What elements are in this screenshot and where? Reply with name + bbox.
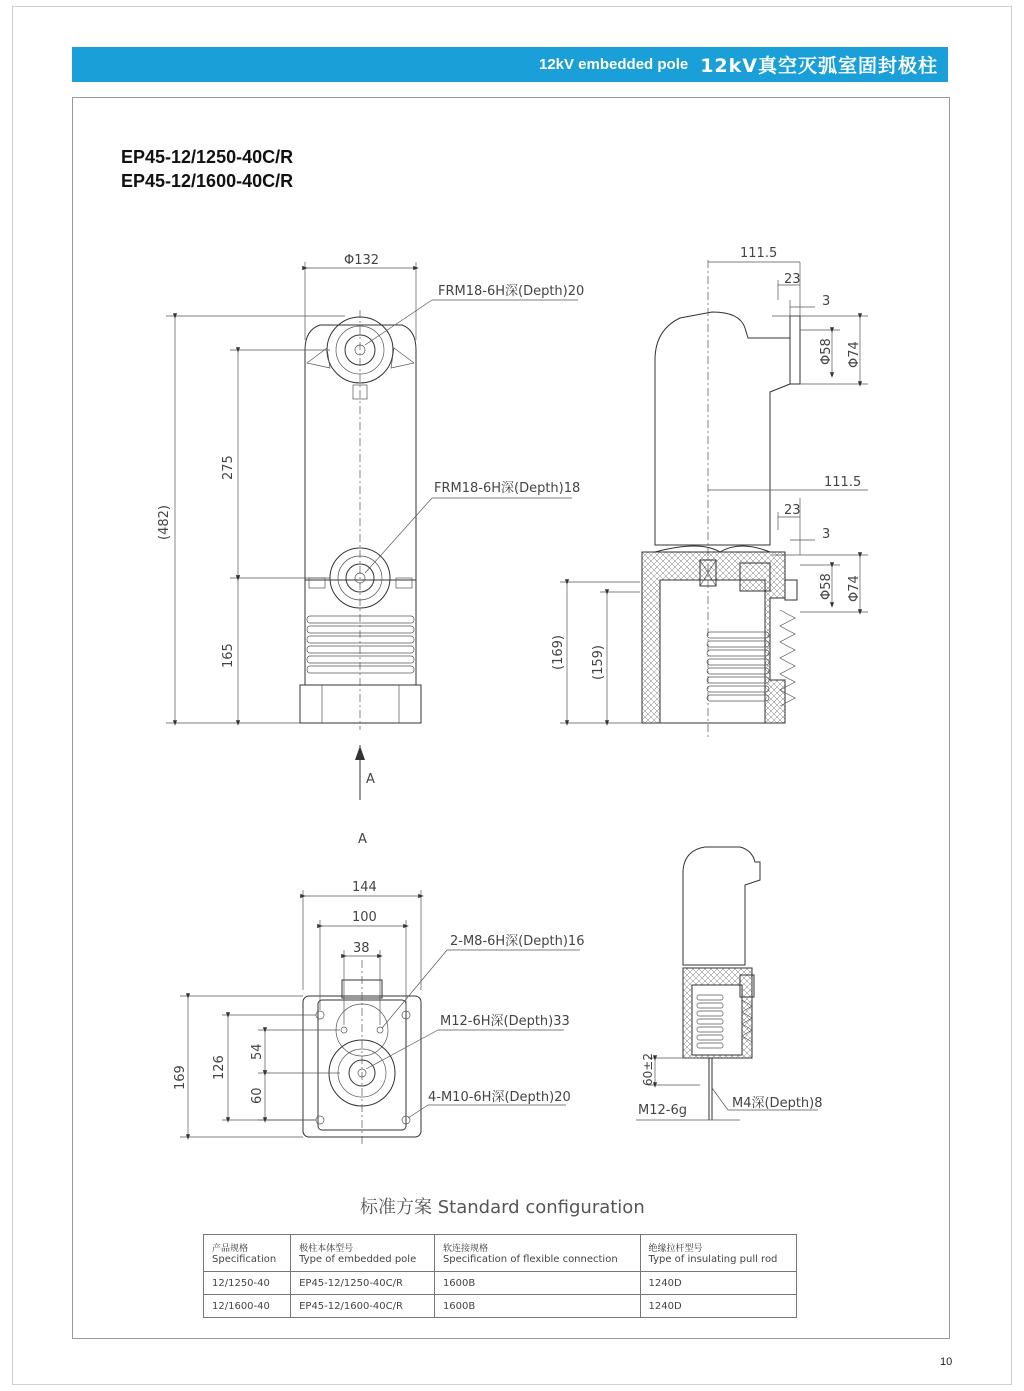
side-height-outer-label: (169) xyxy=(551,635,566,670)
header-cn-text: 软连接规格 xyxy=(442,1244,488,1254)
header-en-text: Type of insulating pull rod xyxy=(648,1254,778,1265)
side-lower-offset-label: 111.5 xyxy=(824,475,862,490)
header-cn-text: 产品规格 xyxy=(212,1244,249,1254)
side-lower-d2-label: Φ74 xyxy=(847,575,862,602)
table-header-cell xyxy=(640,1235,796,1272)
side-lower-gap-label: 3 xyxy=(822,527,831,542)
model-name-2: EP45-12/1600-40C/R xyxy=(121,171,294,191)
small-assembly-view xyxy=(636,847,823,1120)
side-lower-step-label: 23 xyxy=(784,503,801,518)
front-overall-height-label: (482) xyxy=(157,505,172,540)
bottom-height-126-label: 126 xyxy=(212,1055,227,1080)
small-stroke-label: 60±2 xyxy=(641,1053,655,1086)
bottom-height-54-label: 54 xyxy=(250,1043,265,1060)
table-cell: 1600B xyxy=(434,1295,640,1318)
table-cell: EP45-12/1250-40C/R xyxy=(291,1272,435,1295)
front-upper-span-label: 275 xyxy=(221,455,236,480)
table-cell: 12/1600-40 xyxy=(204,1295,291,1318)
table-header-cell xyxy=(434,1235,640,1272)
small-depth-label: M4深(Depth)8 xyxy=(732,1096,823,1111)
bottom-holes-m8-label: 2-M8-6H深(Depth)16 xyxy=(450,934,585,949)
bottom-width-inner-label: 38 xyxy=(353,941,370,956)
header-en-text: Specification of flexible connection xyxy=(442,1254,618,1265)
table-row xyxy=(204,1295,797,1318)
bottom-height-total-label: 169 xyxy=(173,1065,188,1090)
model-name-1: EP45-12/1250-40C/R xyxy=(121,147,294,167)
front-arrow-label: A xyxy=(366,772,375,787)
front-view xyxy=(157,253,584,800)
front-lower-span-label: 165 xyxy=(221,643,236,668)
bottom-width-mid-label: 100 xyxy=(352,910,377,925)
small-thread-label: M12-6g xyxy=(638,1103,687,1118)
page-number: 10 xyxy=(940,1356,953,1368)
side-upper-offset-label: 111.5 xyxy=(740,246,778,261)
side-height-inner-label: (159) xyxy=(591,645,606,680)
config-table xyxy=(203,1234,797,1318)
header-title-cn: 12kV真空灭弧室固封极柱 xyxy=(700,55,938,77)
front-diameter-label: Φ132 xyxy=(344,253,380,268)
bottom-height-60-label: 60 xyxy=(250,1087,265,1104)
table-header-row xyxy=(204,1235,797,1272)
bottom-view-title: A xyxy=(358,832,367,847)
bottom-hole-m12-label: M12-6H深(Depth)33 xyxy=(440,1014,570,1029)
table-cell: 1600B xyxy=(434,1272,640,1295)
bottom-holes-m10-label: 4-M10-6H深(Depth)20 xyxy=(428,1090,571,1105)
header-en-text: Type of embedded pole xyxy=(299,1254,417,1265)
header-title-en: 12kV embedded pole xyxy=(538,56,689,73)
table-cell: 12/1250-40 xyxy=(204,1272,291,1295)
header-cn-text: 极柱本体型号 xyxy=(299,1244,354,1254)
table-cell: 1240D xyxy=(640,1272,796,1295)
table-row xyxy=(204,1272,797,1295)
header-cn-text: 绝缘拉杆型号 xyxy=(648,1244,703,1254)
side-upper-d1-label: Φ58 xyxy=(819,338,834,365)
table-cell: 1240D xyxy=(640,1295,796,1318)
table-header-cell xyxy=(204,1235,291,1272)
config-title: 标准方案 Standard configuration xyxy=(360,1197,645,1218)
bottom-view xyxy=(173,832,584,1145)
side-lower-d1-label: Φ58 xyxy=(819,573,834,600)
bottom-width-outer-label: 144 xyxy=(352,880,377,895)
table-header-cell xyxy=(291,1235,435,1272)
side-view xyxy=(551,246,868,740)
front-top-thread-label: FRM18-6H深(Depth)20 xyxy=(438,284,585,299)
side-upper-d2-label: Φ74 xyxy=(847,341,862,368)
side-upper-step-label: 23 xyxy=(784,272,801,287)
front-mid-thread-label: FRM18-6H深(Depth)18 xyxy=(434,481,581,496)
table-cell: EP45-12/1600-40C/R xyxy=(291,1295,435,1318)
side-upper-gap-label: 3 xyxy=(822,294,831,309)
header-en-text: Specification xyxy=(212,1254,277,1265)
